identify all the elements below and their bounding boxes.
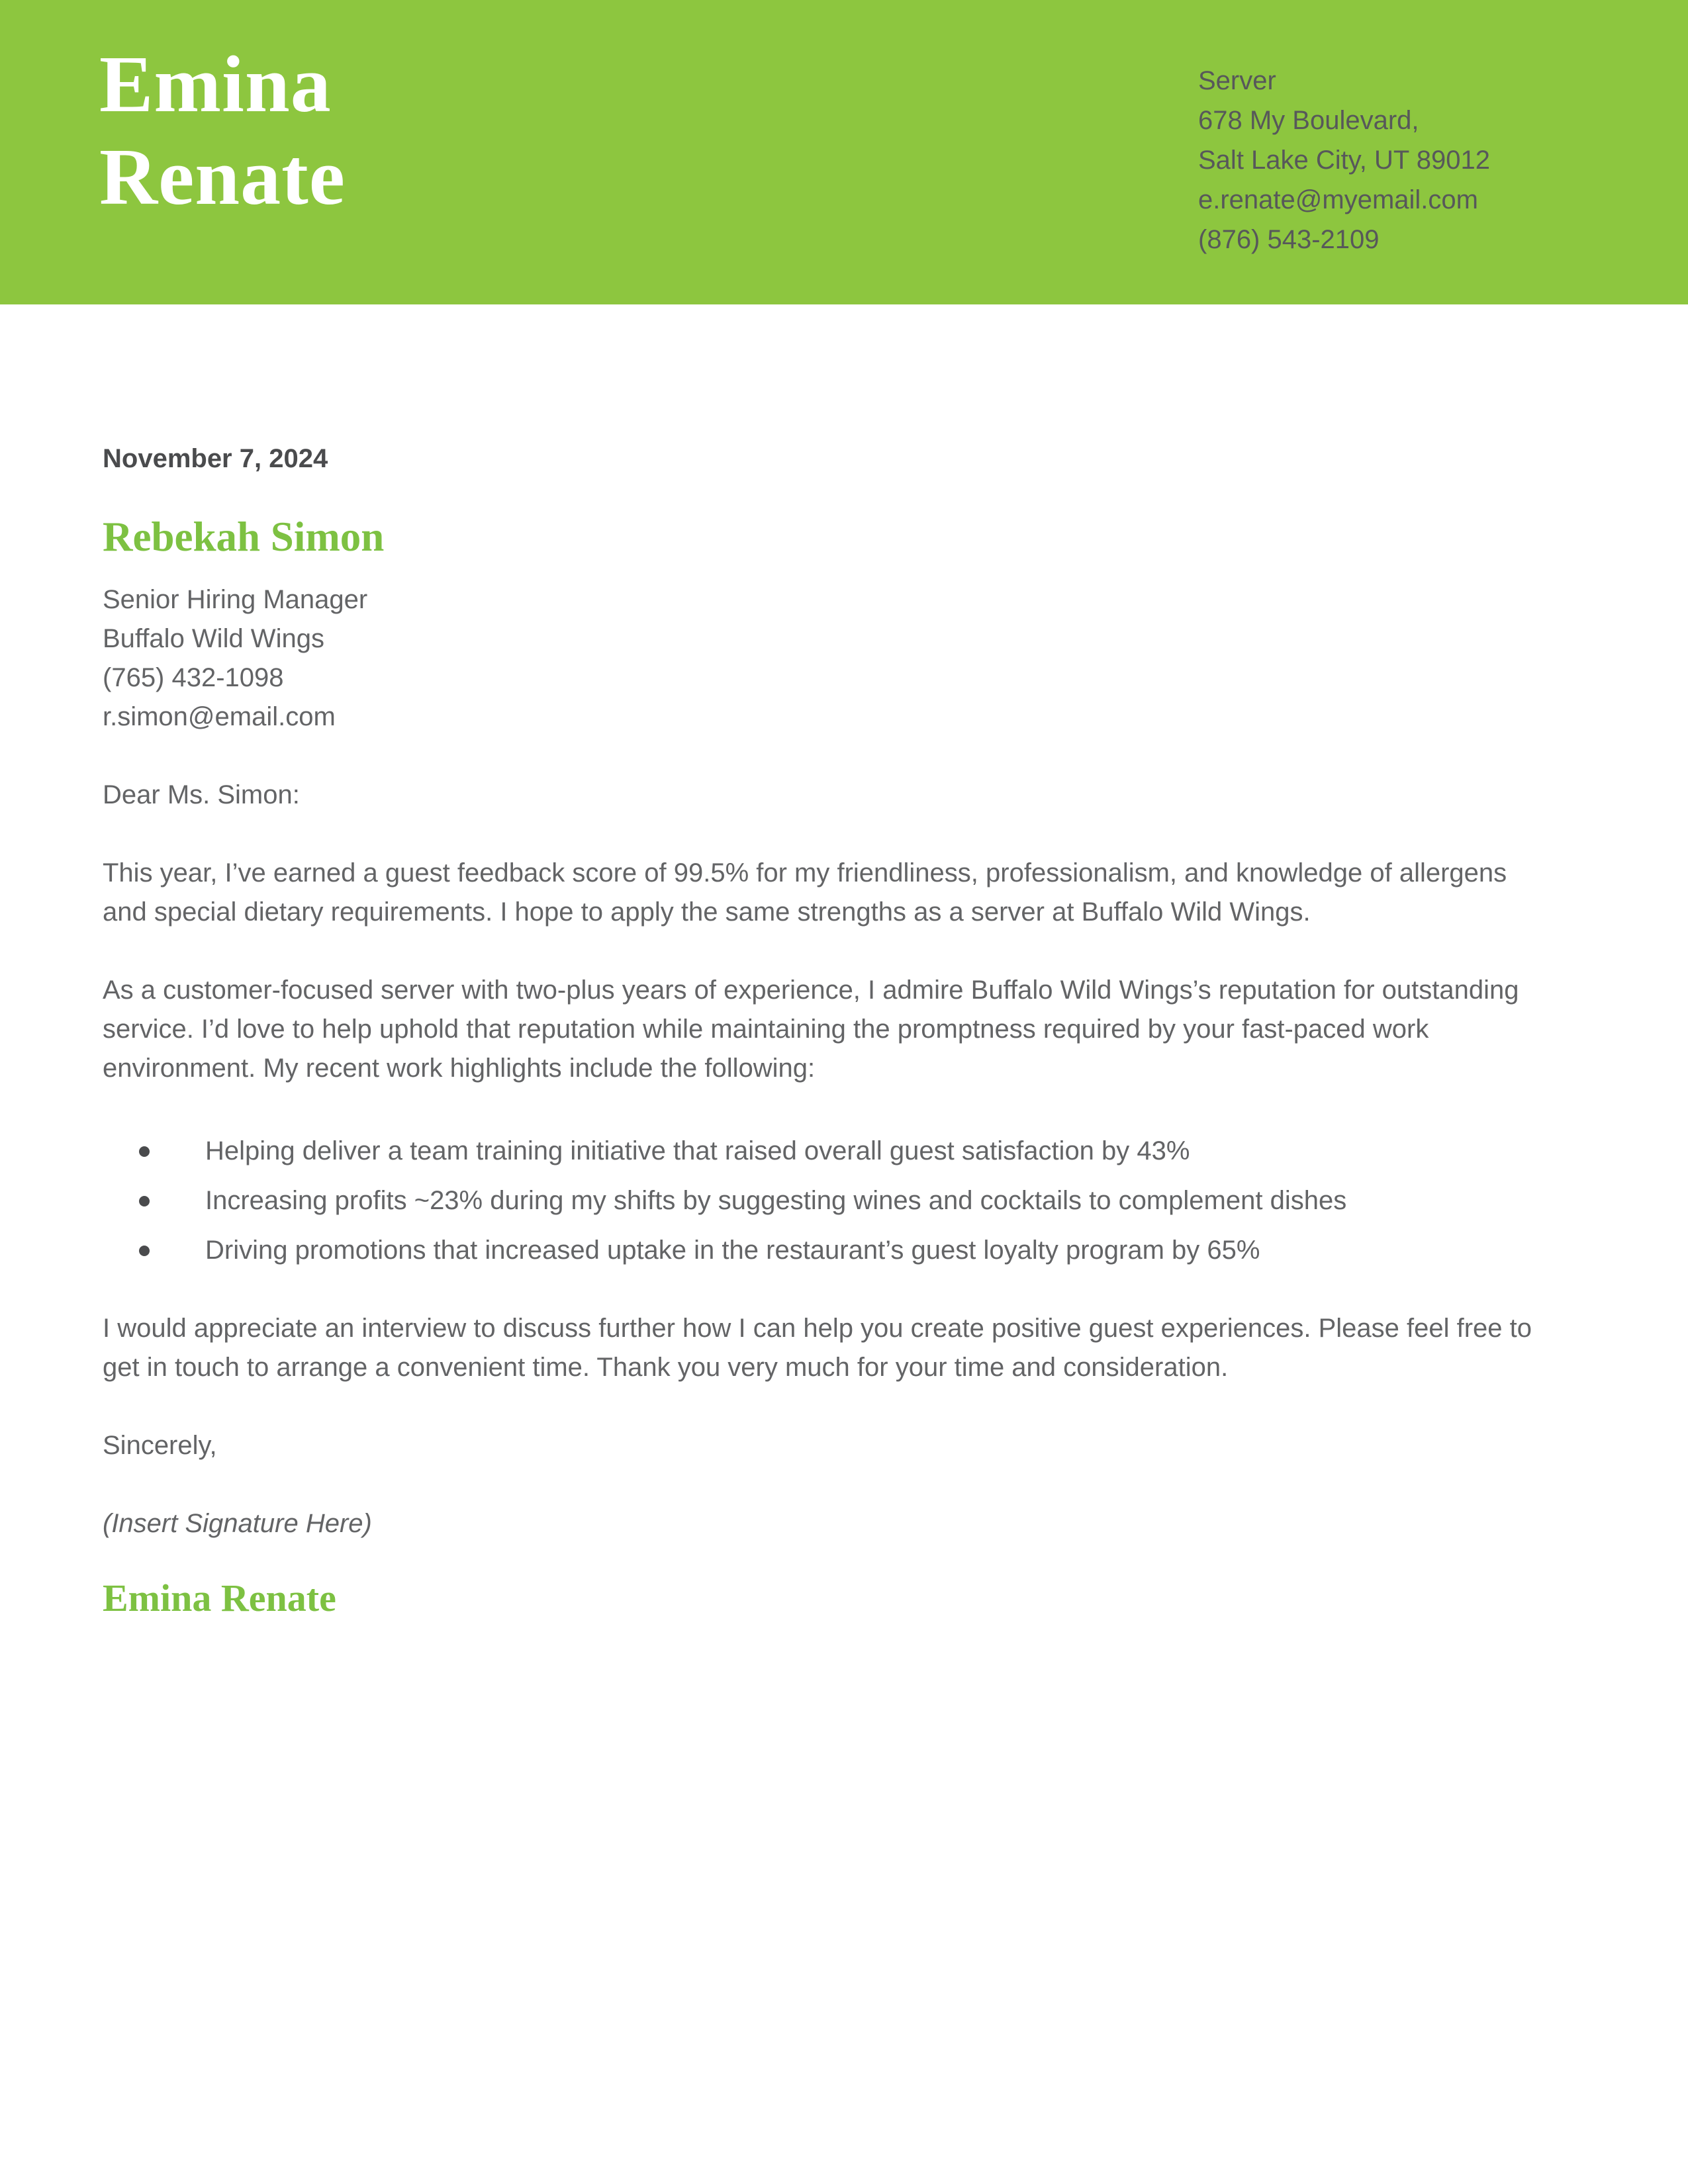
paragraph-intro: This year, I’ve earned a guest feedback score of 99.5% for my friendliness, professionalism, and knowledge of allergens and special dietary requirements. I hope to apply the same strengths as a server at Buffalo Wild Wings.	[103, 858, 1507, 927]
highlight-item-3: Driving promotions that increased uptake in the restaurant’s guest loyalty program by 65%	[103, 1231, 1532, 1270]
highlight-item-1: Helping deliver a team training initiative that raised overall guest satisfaction by 43%	[103, 1132, 1532, 1171]
applicant-name-line1: Emina	[99, 40, 332, 129]
recipient-phone: (765) 432-1098	[103, 663, 284, 692]
signature-name: Emina Renate	[103, 1576, 336, 1619]
closing-paragraph: I would appreciate an interview to discuss further how I can help you create positive guest experiences. Please feel free to get in touch to arrange a convenient time. Thank you very much for your time and consideration.	[103, 1314, 1532, 1382]
recipient-info-block	[103, 580, 1532, 737]
letter-date: November 7, 2024	[103, 444, 328, 473]
highlights-list	[103, 1132, 1532, 1270]
contact-address-line2: Salt Lake City, UT 89012	[1198, 146, 1490, 175]
recipient-title: Senior Hiring Manager	[103, 585, 368, 614]
header-contact-block	[1198, 61, 1490, 259]
contact-email: e.renate@myemail.com	[1198, 185, 1478, 214]
contact-address-line1: 678 My Boulevard,	[1198, 106, 1419, 135]
recipient-email: r.simon@email.com	[103, 702, 336, 731]
salutation: Dear Ms. Simon:	[103, 780, 300, 809]
applicant-name	[99, 38, 346, 224]
paragraph-experience: As a customer-focused server with two-plus years of experience, I admire Buffalo Wild Wings’s reputation for outstanding service. I’d love to help uphold that reputation while maintaining the promptness required by your fast-paced work environment. My recent work highlights include the following:	[103, 976, 1519, 1083]
contact-job-title: Server	[1198, 66, 1276, 95]
signature-placeholder: (Insert Signature Here)	[103, 1509, 372, 1538]
sign-off: Sincerely,	[103, 1431, 217, 1460]
letter-body	[0, 304, 1688, 1621]
contact-phone: (876) 543-2109	[1198, 225, 1380, 254]
highlight-item-2: Increasing profits ~23% during my shifts by suggesting wines and cocktails to complement dishes	[103, 1181, 1532, 1220]
header-banner	[0, 0, 1688, 304]
recipient-company: Buffalo Wild Wings	[103, 624, 324, 653]
applicant-name-line2: Renate	[99, 132, 346, 222]
recipient-name: Rebekah Simon	[103, 514, 385, 560]
